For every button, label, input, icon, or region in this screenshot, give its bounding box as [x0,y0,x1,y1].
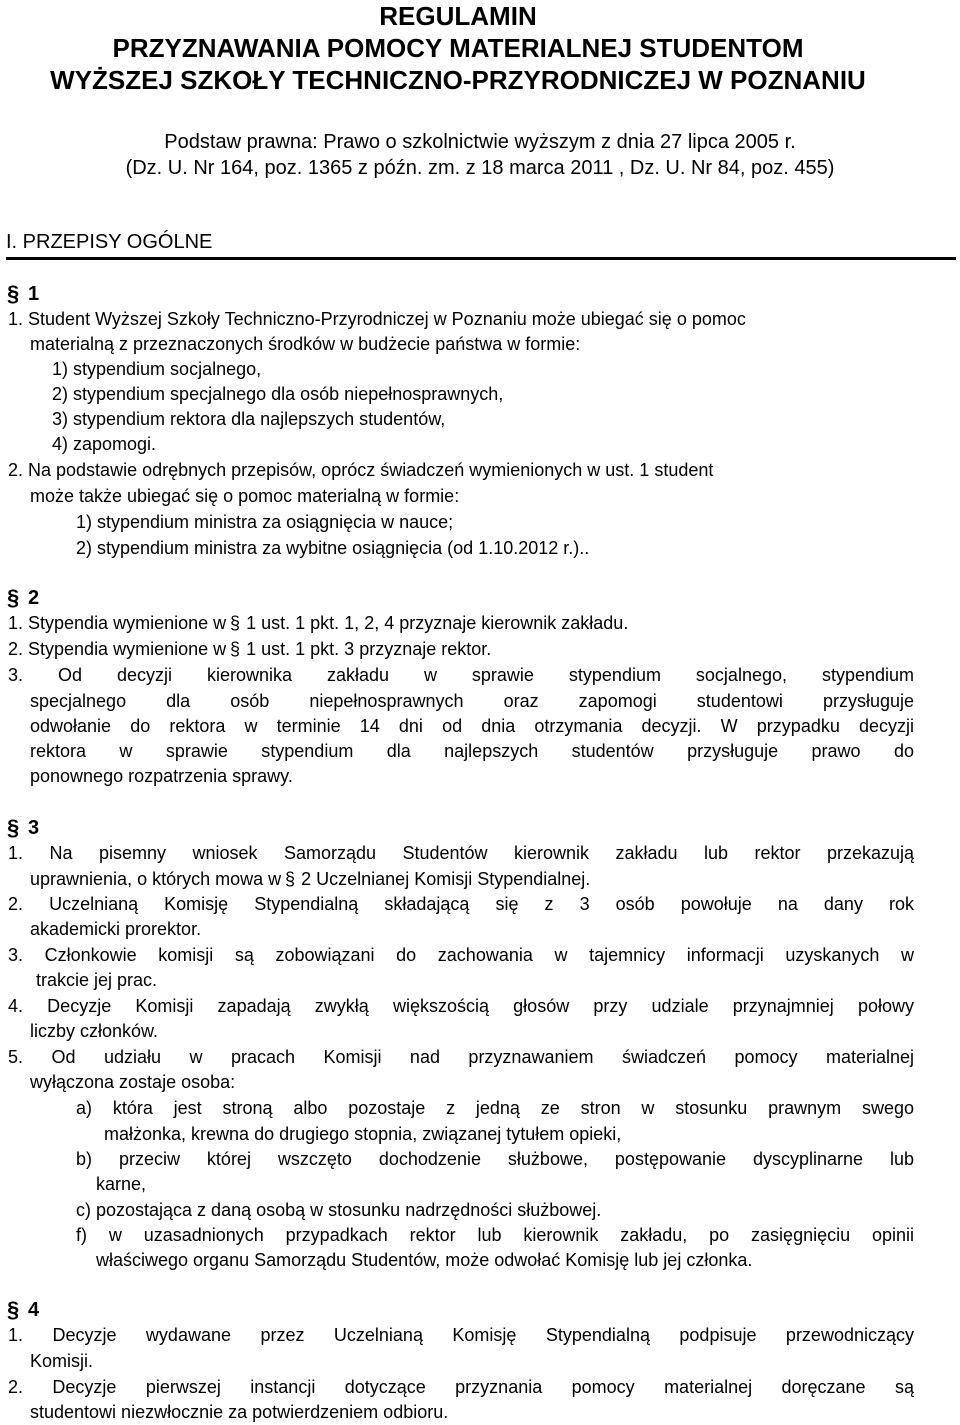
section-number: 2 [28,587,40,609]
s2-para-3-line-3: odwołanie do rektora w terminie 14 dni od dnia otrzymania decyzji. W przypadku decyzji [30,716,914,736]
document-title-line-3: WYŻSZEJ SZKOŁY TECHNICZNO-PRZYRODNICZEJ W POZNANIU [50,65,866,95]
section-3-heading [6,814,39,842]
s1-list-item: 1) stypendium socjalnego, [52,359,262,379]
s1-para-1-line-2: materialną z przeznaczonych środków w budżecie państwa w formie: [30,334,581,354]
s4-para-1-line-1: 1. Decyzje wydawane przez Uczelnianą Komisję Stypendialną podpisuje przewodniczący [8,1325,914,1345]
section-sign-icon [6,1299,22,1321]
s3-item-b-line-1: b) przeciw której wszczęto dochodzenie służbowe, postępowanie dyscyplinarne lub [76,1149,914,1169]
s2-para-1 [8,610,628,636]
s1-list-item: 1) stypendium ministra za osiągnięcia w nauce; [76,512,454,532]
section-number: 4 [28,1299,40,1321]
s2-para-3-line-5: ponownego rozpatrzenia sprawy. [30,766,293,786]
s1-list-item: 3) stypendium rektora dla najlepszych studentów, [52,409,446,429]
s3-para-4-line-1: 4. Decyzje Komisji zapadają zwykłą większością głosów przy udziale przynajmniej połowy [8,996,914,1016]
s3-item-b-line-2: karne, [96,1174,147,1194]
s2-para-3-line-4: rektora w sprawie stypendium dla najlepszych studentów przysługuje prawo do [30,741,914,761]
svg-text:§: § [7,283,20,305]
s2-para-2 [8,636,491,662]
s3-para-3-line-1: 3. Członkowie komisji są zobowiązani do zachowania w tajemnicy informacji uzyskanych w [8,945,914,965]
s3-para-2-line-2: akademicki prorektor. [30,919,202,939]
section-sign-icon [230,640,242,658]
s2-para-2-text-b: 1 ust. 1 pkt. 3 przyznaje rektor. [246,639,492,659]
section-1-heading [6,280,39,308]
svg-text:§: § [7,817,20,839]
s1-para-2-line-1: 2. Na podstawie odrębnych przepisów, oprócz świadczeń wymienionych w ust. 1 student [8,460,714,480]
s4-para-2-line-2: studentowi niezwłocznie za potwierdzeniem odbioru. [30,1402,449,1422]
section-number: 3 [28,817,40,839]
section-sign-icon [6,587,22,609]
s1-list-item: 2) stypendium ministra za wybitne osiągnięcia (od 1.10.2012 r.).. [76,538,590,558]
s3-item-f-line-1: f) w uzasadnionych przypadkach rektor lub kierownik zakładu, po zasięgnięciu opinii [76,1225,914,1245]
svg-text:§: § [230,614,241,632]
s3-item-c-line-1: c) pozostająca z daną osobą w stosunku nadrzędności służbowej. [76,1200,602,1220]
s3-para-4-line-2: liczby członków. [30,1021,159,1041]
s3-para-1-line-2 [30,866,590,892]
s2-para-3-line-2: specjalnego dla osób niepełnosprawnych oraz zapomogi studentowi przysługuje [30,691,914,711]
section-4-heading [6,1296,39,1324]
s3-para-3-line-2: trakcie jej prac. [36,970,158,990]
legal-basis-line-2: (Dz. U. Nr 164, poz. 1365 z późn. zm. z 18 marca 2011 , Dz. U. Nr 84, poz. 455) [125,157,835,179]
section-sign-icon [6,283,22,305]
s1-list-item: 2) stypendium specjalnego dla osób niepełnosprawnych, [52,384,504,404]
s3-para-1-text-a: uprawnienia, o których mowa w [30,869,282,889]
s1-list-item: 4) zapomogi. [52,434,157,454]
chapter-heading: I. PRZEPISY OGÓLNE [6,231,213,253]
s3-item-a-line-1: a) która jest stroną albo pozostaje z jedną ze stron w stosunku prawnym swego [76,1098,914,1118]
s4-para-2-line-1: 2. Decyzje pierwszej instancji dotyczące przyznania pomocy materialnej doręczane są [8,1377,914,1397]
legal-basis-line-1: Podstaw prawna: Prawo o szkolnictwie wyższym z dnia 27 lipca 2005 r. [164,131,796,153]
s3-para-1-line-1: 1. Na pisemny wniosek Samorządu Studentów kierownik zakładu lub rektor przekazują [8,843,914,863]
s3-para-5-line-1: 5. Od udziału w pracach Komisji nad przyznawaniem świadczeń pomocy materialnej [8,1047,914,1067]
s2-para-3-line-1: 3. Od decyzji kierownika zakładu w sprawie stypendium socjalnego, stypendium [8,665,914,685]
section-sign-icon [6,817,22,839]
s2-para-2-text-a: 2. Stypendia wymienione w [8,639,227,659]
s3-para-2-line-1: 2. Uczelnianą Komisję Stypendialną składającą się z 3 osób powołuje na dany rok [8,894,914,914]
s1-para-1-line-1: 1. Student Wyższej Szkoły Techniczno-Przyrodniczej w Poznaniu może ubiegać się o pomoc [8,309,746,329]
section-2-heading [6,584,39,612]
section-sign-icon [285,870,297,888]
s1-para-2-line-2: może także ubiegać się o pomoc materialną w formie: [30,486,460,506]
document-title-line-2: PRZYZNAWANIA POMOCY MATERIALNEJ STUDENTOM [112,33,804,63]
s3-para-5-line-2: wyłączona zostaje osoba: [30,1072,236,1092]
s2-para-1-text-b: 1 ust. 1 pkt. 1, 2, 4 przyznaje kierownik zakładu. [246,613,629,633]
heading-rule [6,257,956,260]
svg-text:§: § [230,640,241,658]
s3-para-1-text-b: 2 Uczelnianej Komisji Stypendialnej. [301,869,591,889]
section-number: 1 [28,283,40,305]
document-title-line-1: REGULAMIN [379,1,537,31]
svg-text:§: § [7,587,20,609]
section-sign-icon [230,614,242,632]
svg-text:§: § [7,1299,20,1321]
s3-item-a-line-2: małżonka, krewna do drugiego stopnia, związanej tytułem opieki, [104,1124,622,1144]
s4-para-1-line-2: Komisji. [30,1351,94,1371]
s2-para-1-text-a: 1. Stypendia wymienione w [8,613,227,633]
s3-item-f-line-2: właściwego organu Samorządu Studentów, może odwołać Komisję lub jej członka. [96,1250,753,1270]
svg-text:§: § [285,870,296,888]
